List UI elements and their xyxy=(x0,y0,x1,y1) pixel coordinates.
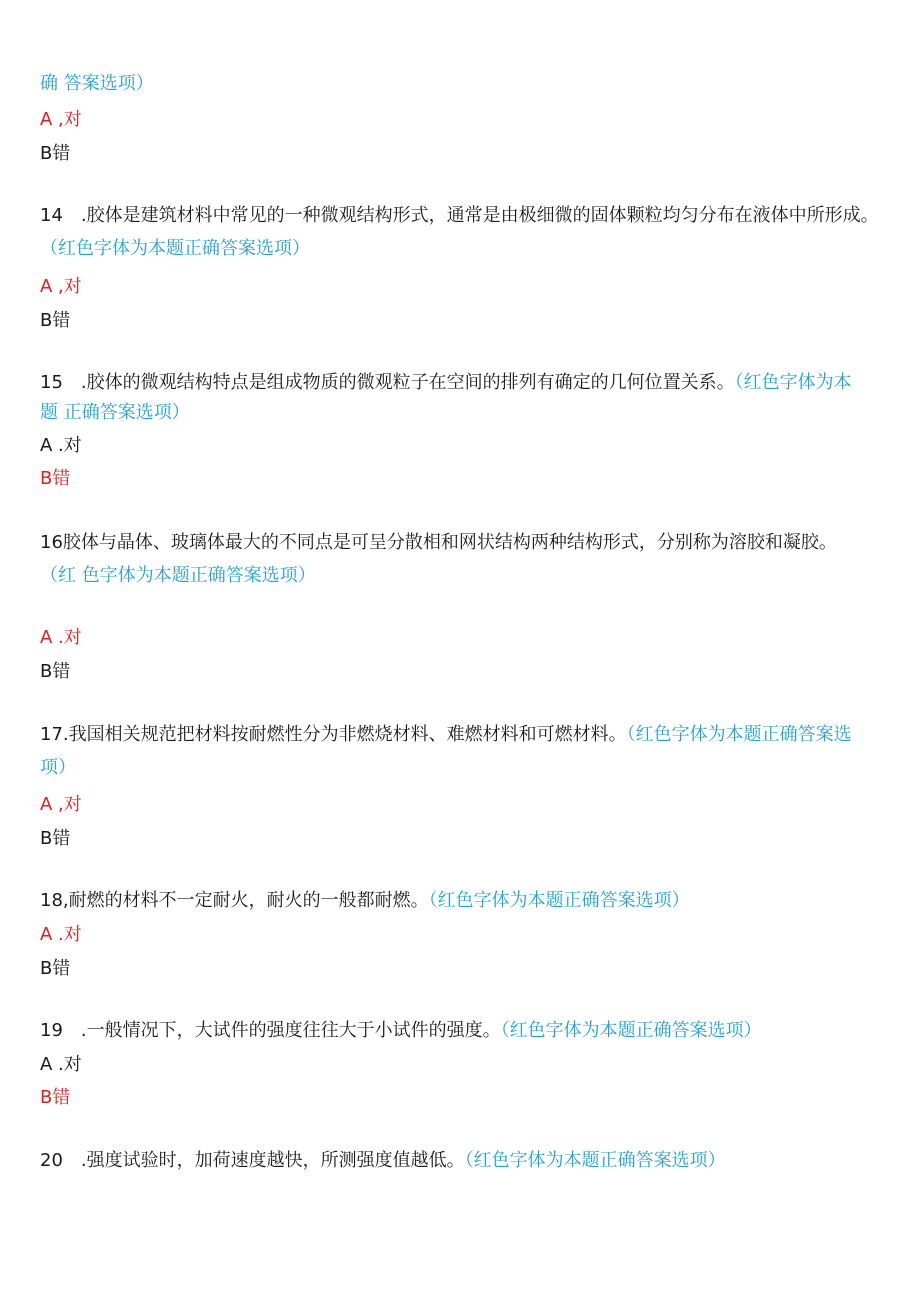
q16-option-b: B错 xyxy=(40,661,71,682)
q17-hint-part2: 项） xyxy=(40,757,76,778)
q15-question: 15 .胶体的微观结构特点是组成物质的微观粒子在空间的排列有确定的几何位置关系。 xyxy=(40,372,735,393)
q16-hint: （红 色字体为本题正确答案选项） xyxy=(40,565,316,586)
q20-question-line xyxy=(40,1149,726,1173)
q19-question-line xyxy=(40,1019,762,1043)
q17-question: 17.我国相关规范把材料按耐燃性分为非燃烧材料、难燃材料和可燃材料。 xyxy=(40,724,627,745)
q14-question: 14 .胶体是建筑材料中常见的一种微观结构形式，通常是由极细微的固体颗粒均匀分布在液体中所形成。 xyxy=(40,205,879,226)
q19-option-b: B错 xyxy=(40,1087,71,1108)
q15-question-line xyxy=(40,371,852,395)
q18-question-line xyxy=(40,889,690,913)
q19-question: 19 .一般情况下，大试件的强度往往大于小试件的强度。 xyxy=(40,1020,501,1041)
q19-hint: （红色字体为本题正确答案选项） xyxy=(500,1020,762,1041)
q14-option-b: B错 xyxy=(40,310,71,331)
q18-option-b: B错 xyxy=(40,958,71,979)
q19-option-a: A .对 xyxy=(40,1054,82,1075)
q15-hint-part2: 题 正确答案选项） xyxy=(40,402,190,423)
q17-hint-part1: （红色字体为本题正确答案选 xyxy=(626,724,852,745)
q13-hint-tail: 确 答案选项） xyxy=(40,73,154,94)
q16-question: 16胶体与晶体、玻璃体最大的不同点是可呈分散相和网状结构两种结构形式，分别称为溶胶和凝胶。 xyxy=(40,532,837,553)
q18-hint: （红色字体为本题正确答案选项） xyxy=(428,890,690,911)
q17-option-a: A ,对 xyxy=(40,794,82,815)
q14-option-a: A ,对 xyxy=(40,276,82,297)
q20-question: 20 .强度试验时，加荷速度越快，所测强度值越低。 xyxy=(40,1150,465,1171)
q18-question: 18,耐燃的材料不一定耐火，耐火的一般都耐燃。 xyxy=(40,890,429,911)
q13-option-a: A ,对 xyxy=(40,109,82,130)
q17-question-line xyxy=(40,723,852,747)
q15-hint-part1: （红色字体为本 xyxy=(734,372,852,393)
q18-option-a: A .对 xyxy=(40,924,82,945)
q15-option-a: A .对 xyxy=(40,435,82,456)
q20-hint: （红色字体为本题正确答案选项） xyxy=(464,1150,726,1171)
q17-option-b: B错 xyxy=(40,828,71,849)
q14-hint: （红色字体为本题正确答案选项） xyxy=(40,238,310,259)
q16-option-a: A .对 xyxy=(40,627,82,648)
q13-option-b: B错 xyxy=(40,143,71,164)
q15-option-b: B错 xyxy=(40,468,71,489)
